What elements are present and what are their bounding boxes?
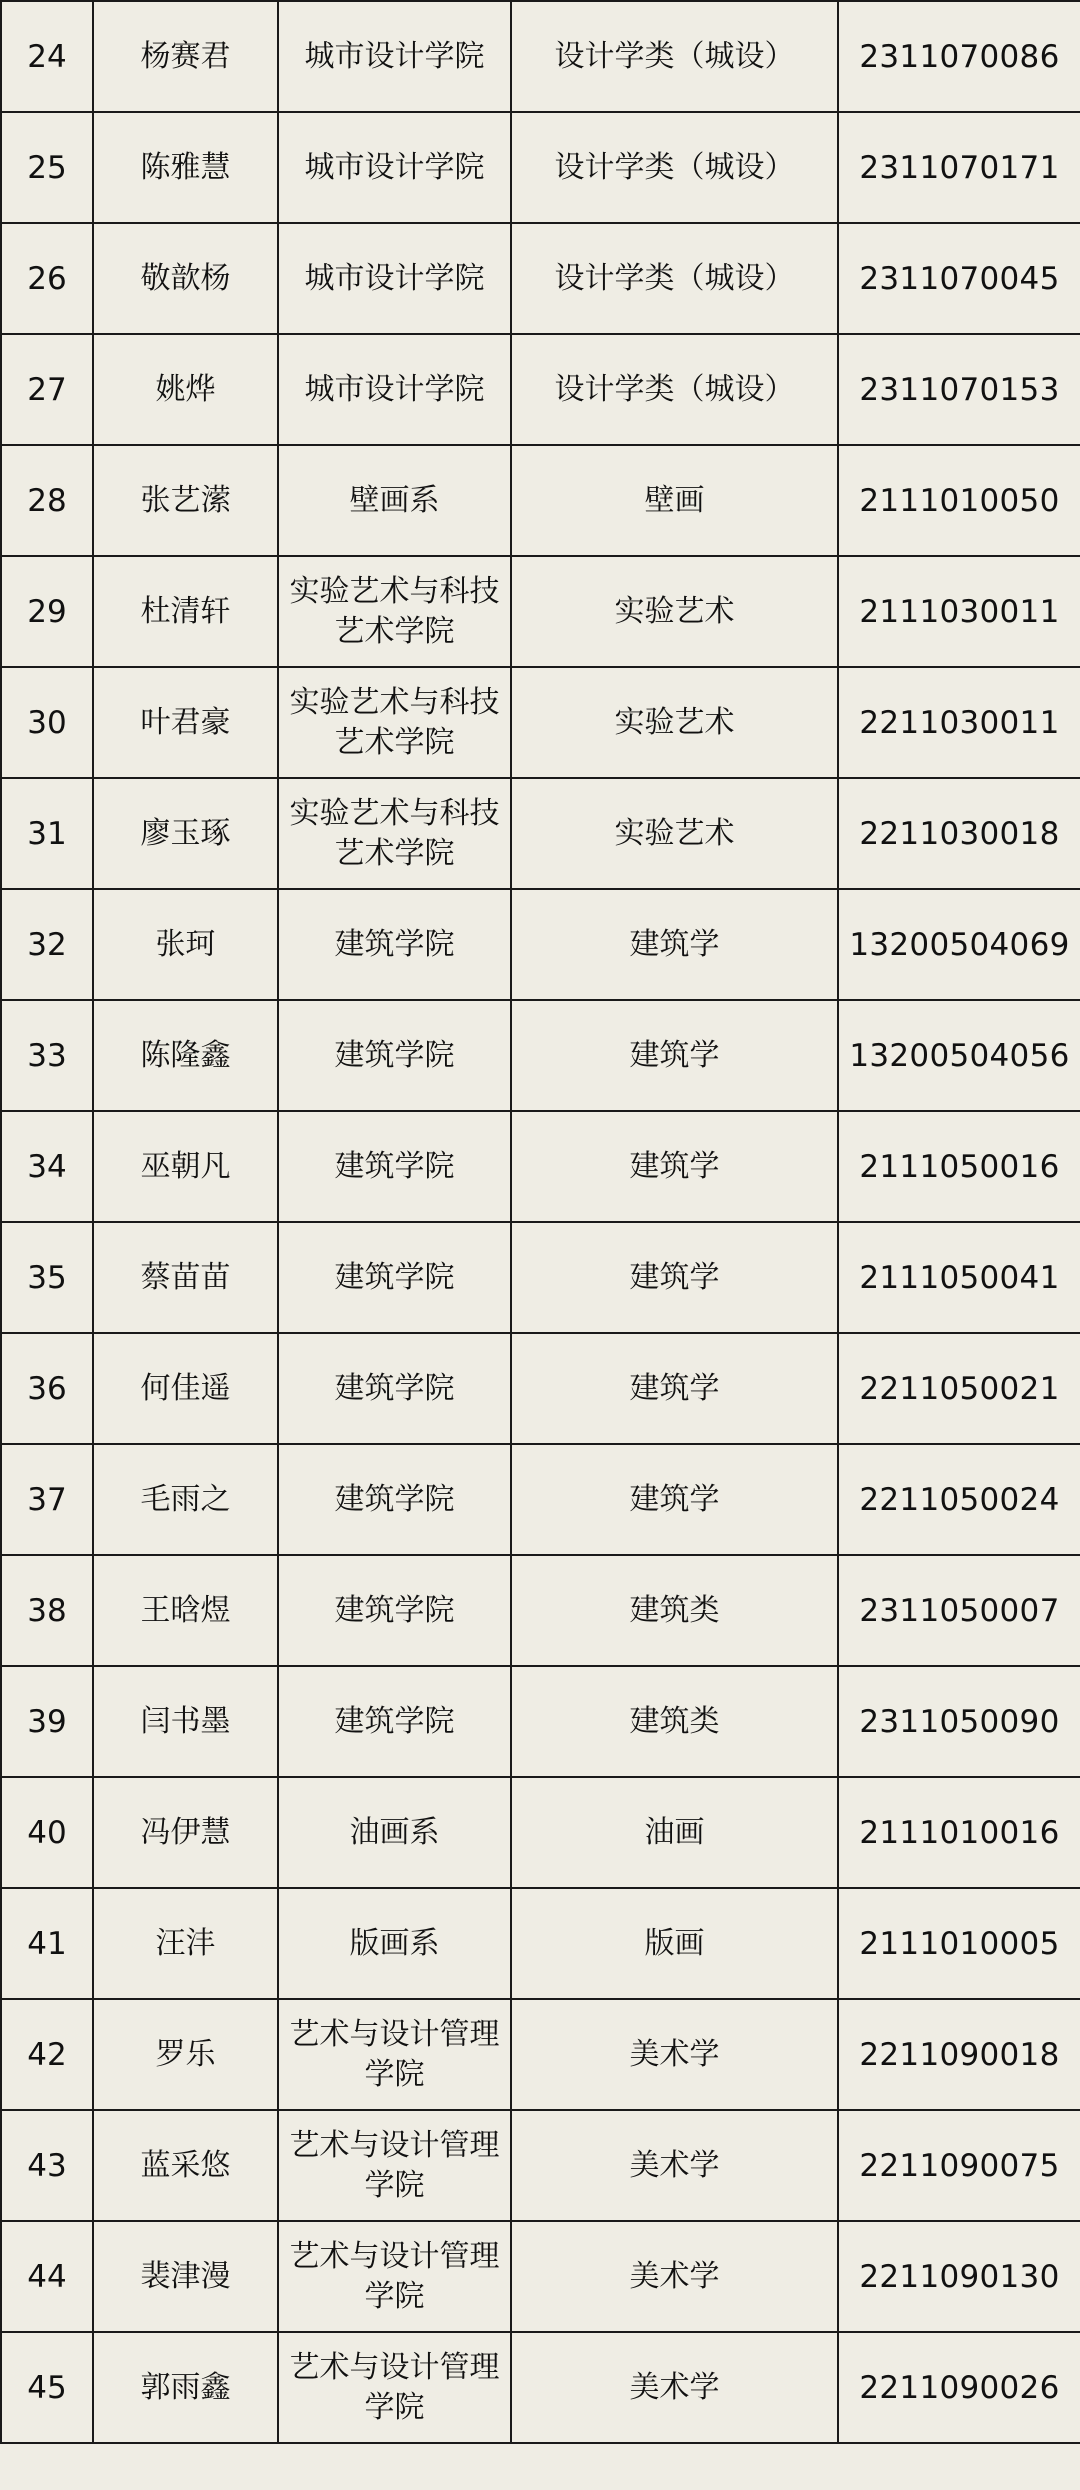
row-number-cell-text: 34 [27,1148,67,1185]
table-row [1,889,1080,1000]
row-number-cell [1,778,93,889]
college-cell-text: 建筑学院 [334,1259,455,1295]
row-number-cell-text: 36 [27,1370,67,1407]
student-name-cell [93,1666,278,1777]
major-cell [511,1333,838,1444]
student-name-cell-text: 蓝采悠 [140,2147,231,2183]
row-number-cell [1,223,93,334]
college-cell-text: 艺术与设计管理学院 [289,2016,500,2092]
student-id-cell [838,223,1080,334]
student-id-cell [838,2110,1080,2221]
major-cell [511,445,838,556]
major-cell-text: 设计学类（城设） [554,371,795,407]
major-cell-text: 建筑类 [629,1703,720,1739]
major-cell [511,1111,838,1222]
row-number-cell [1,1222,93,1333]
row-number-cell [1,1555,93,1666]
major-cell [511,1222,838,1333]
table-row [1,1222,1080,1333]
major-cell-text: 设计学类（城设） [554,149,795,185]
table-row [1,1,1080,112]
row-number-cell-text: 28 [27,482,67,519]
college-cell-text: 实验艺术与科技艺术学院 [289,684,500,760]
college-cell-text: 建筑学院 [334,1370,455,1406]
college-cell-text: 实验艺术与科技艺术学院 [289,795,500,871]
college-cell [278,223,511,334]
student-id-cell-text: 2211090018 [859,2036,1060,2073]
college-cell-text: 壁画系 [349,482,440,518]
row-number-cell [1,556,93,667]
major-cell-text: 设计学类（城设） [554,260,795,296]
college-cell-text: 建筑学院 [334,1703,455,1739]
major-cell [511,223,838,334]
major-cell-text: 美术学 [629,2147,720,2183]
row-number-cell-text: 27 [27,371,67,408]
student-name-cell-text: 敬歆杨 [140,260,231,296]
student-name-cell-text: 陈隆鑫 [140,1037,231,1073]
table-row [1,2110,1080,2221]
major-cell-text: 壁画 [644,482,705,518]
row-number-cell-text: 30 [27,704,67,741]
student-name-cell [93,2221,278,2332]
major-cell [511,2221,838,2332]
student-id-cell [838,2332,1080,2443]
student-id-cell [838,1000,1080,1111]
row-number-cell-text: 39 [27,1703,67,1740]
student-id-cell [838,334,1080,445]
student-name-cell-text: 张珂 [155,926,216,962]
major-cell-text: 建筑学 [629,1481,720,1517]
table-row [1,2221,1080,2332]
student-name-cell-text: 巫朝凡 [140,1148,231,1184]
student-id-cell [838,1333,1080,1444]
table-row [1,1555,1080,1666]
student-name-cell-text: 杜清轩 [140,593,231,629]
college-cell-text: 城市设计学院 [304,371,485,407]
student-name-cell [93,1333,278,1444]
major-cell [511,2332,838,2443]
college-cell [278,1333,511,1444]
student-id-cell [838,778,1080,889]
table-row [1,1444,1080,1555]
student-id-cell-text: 2311070153 [859,371,1060,408]
college-cell-text: 建筑学院 [334,1592,455,1628]
student-id-cell-text: 2111010050 [859,482,1060,519]
student-name-cell-text: 廖玉琢 [140,815,231,851]
student-id-cell-text: 2111030011 [859,593,1060,630]
row-number-cell [1,112,93,223]
table-row [1,2332,1080,2443]
row-number-cell-text: 26 [27,260,67,297]
row-number-cell [1,1888,93,1999]
table-body [1,1,1080,2443]
college-cell [278,334,511,445]
row-number-cell [1,667,93,778]
college-cell-text: 建筑学院 [334,1481,455,1517]
student-id-cell [838,667,1080,778]
student-id-cell-text: 2111050041 [859,1259,1060,1296]
major-cell [511,556,838,667]
major-cell-text: 实验艺术 [614,593,735,629]
student-id-cell [838,112,1080,223]
student-id-cell-text: 13200504069 [849,926,1070,963]
row-number-cell [1,1,93,112]
row-number-cell-text: 35 [27,1259,67,1296]
table-row [1,1888,1080,1999]
college-cell [278,1222,511,1333]
student-name-cell-text: 闫书墨 [140,1703,231,1739]
major-cell [511,112,838,223]
student-id-cell [838,1666,1080,1777]
student-id-cell-text: 2211030018 [859,815,1060,852]
major-cell [511,667,838,778]
row-number-cell-text: 32 [27,926,67,963]
student-name-cell [93,1444,278,1555]
student-name-cell [93,334,278,445]
student-name-cell-text: 叶君豪 [140,704,231,740]
row-number-cell-text: 40 [27,1814,67,1851]
major-cell-text: 美术学 [629,2036,720,2072]
major-cell-text: 建筑学 [629,1370,720,1406]
student-id-cell-text: 2211090130 [859,2258,1060,2295]
major-cell-text: 设计学类（城设） [554,38,795,74]
student-name-cell-text: 蔡苗苗 [140,1259,231,1295]
student-name-cell [93,2332,278,2443]
table-row [1,667,1080,778]
table-row [1,778,1080,889]
student-id-cell-text: 2211090026 [859,2369,1060,2406]
major-cell [511,1666,838,1777]
table-row [1,556,1080,667]
row-number-cell-text: 33 [27,1037,67,1074]
major-cell-text: 建筑学 [629,926,720,962]
student-name-cell-text: 王晗煜 [140,1592,231,1628]
student-id-cell-text: 2311050090 [859,1703,1060,1740]
student-id-cell [838,1888,1080,1999]
student-name-cell [93,667,278,778]
row-number-cell [1,1444,93,1555]
row-number-cell [1,334,93,445]
student-id-cell [838,1555,1080,1666]
row-number-cell-text: 25 [27,149,67,186]
college-cell [278,889,511,1000]
student-id-cell-text: 2311050007 [859,1592,1060,1629]
college-cell [278,2221,511,2332]
major-cell [511,2110,838,2221]
table-row [1,223,1080,334]
major-cell [511,778,838,889]
college-cell [278,667,511,778]
table-row [1,1666,1080,1777]
table-row [1,112,1080,223]
college-cell-text: 艺术与设计管理学院 [289,2127,500,2203]
student-name-cell-text: 罗乐 [155,2036,216,2072]
table-row [1,334,1080,445]
table-row [1,1000,1080,1111]
college-cell [278,1444,511,1555]
student-name-cell [93,1111,278,1222]
student-id-cell [838,1111,1080,1222]
row-number-cell-text: 45 [27,2369,67,2406]
college-cell [278,1,511,112]
student-name-cell-text: 张艺潆 [140,482,231,518]
major-cell-text: 美术学 [629,2258,720,2294]
college-cell [278,556,511,667]
major-cell-text: 建筑学 [629,1037,720,1073]
student-id-cell-text: 2211090075 [859,2147,1060,2184]
major-cell [511,889,838,1000]
major-cell-text: 建筑类 [629,1592,720,1628]
college-cell [278,1999,511,2110]
college-cell [278,2110,511,2221]
student-id-cell [838,2221,1080,2332]
student-id-cell [838,1999,1080,2110]
student-name-cell [93,778,278,889]
student-name-cell [93,1777,278,1888]
college-cell-text: 版画系 [349,1925,440,1961]
student-id-cell [838,1222,1080,1333]
row-number-cell [1,1333,93,1444]
student-id-cell-text: 2311070045 [859,260,1060,297]
major-cell-text: 美术学 [629,2369,720,2405]
college-cell [278,1111,511,1222]
row-number-cell [1,2332,93,2443]
college-cell-text: 油画系 [349,1814,440,1850]
student-name-cell [93,223,278,334]
student-name-cell [93,889,278,1000]
student-id-cell [838,1,1080,112]
major-cell-text: 油画 [644,1814,705,1850]
student-id-cell-text: 2111010016 [859,1814,1060,1851]
student-name-cell-text: 陈雅慧 [140,149,231,185]
college-cell [278,445,511,556]
college-cell-text: 城市设计学院 [304,149,485,185]
student-id-cell-text: 2211050024 [859,1481,1060,1518]
table-row [1,1999,1080,2110]
student-id-cell [838,889,1080,1000]
student-id-cell [838,556,1080,667]
college-cell-text: 艺术与设计管理学院 [289,2349,500,2425]
student-id-cell-text: 2211030011 [859,704,1060,741]
row-number-cell [1,1999,93,2110]
student-id-cell-text: 2111010005 [859,1925,1060,1962]
student-name-cell-text: 毛雨之 [140,1481,231,1517]
major-cell-text: 实验艺术 [614,815,735,851]
major-cell-text: 建筑学 [629,1148,720,1184]
row-number-cell-text: 41 [27,1925,67,1962]
student-name-cell [93,1999,278,2110]
row-number-cell-text: 37 [27,1481,67,1518]
college-cell [278,1777,511,1888]
major-cell-text: 建筑学 [629,1259,720,1295]
student-name-cell [93,1555,278,1666]
row-number-cell-text: 38 [27,1592,67,1629]
college-cell-text: 艺术与设计管理学院 [289,2238,500,2314]
student-id-cell-text: 2111050016 [859,1148,1060,1185]
row-number-cell [1,2110,93,2221]
row-number-cell-text: 29 [27,593,67,630]
college-cell-text: 城市设计学院 [304,260,485,296]
college-cell [278,112,511,223]
table-row [1,445,1080,556]
college-cell-text: 建筑学院 [334,926,455,962]
college-cell [278,778,511,889]
student-name-cell-text: 冯伊慧 [140,1814,231,1850]
row-number-cell [1,889,93,1000]
row-number-cell [1,1000,93,1111]
college-cell [278,1555,511,1666]
row-number-cell [1,1666,93,1777]
table-row [1,1333,1080,1444]
row-number-cell [1,1777,93,1888]
student-name-cell-text: 姚烨 [155,371,216,407]
table-row [1,1111,1080,1222]
college-cell [278,1888,511,1999]
student-name-cell [93,1888,278,1999]
student-id-cell [838,1444,1080,1555]
row-number-cell [1,2221,93,2332]
major-cell [511,1888,838,1999]
college-cell-text: 城市设计学院 [304,38,485,74]
student-name-cell [93,1,278,112]
major-cell [511,1999,838,2110]
table-row [1,1777,1080,1888]
major-cell [511,1555,838,1666]
college-cell-text: 建筑学院 [334,1148,455,1184]
student-name-cell [93,1222,278,1333]
college-cell-text: 建筑学院 [334,1037,455,1073]
college-cell-text: 实验艺术与科技艺术学院 [289,573,500,649]
college-cell [278,1000,511,1111]
student-id-cell-text: 2311070171 [859,149,1060,186]
student-name-cell-text: 裴津漫 [140,2258,231,2294]
student-name-cell-text: 郭雨鑫 [140,2369,231,2405]
major-cell [511,1777,838,1888]
student-id-cell [838,445,1080,556]
student-id-cell [838,1777,1080,1888]
major-cell [511,1,838,112]
student-id-cell-text: 2311070086 [859,38,1060,75]
row-number-cell-text: 42 [27,2036,67,2073]
row-number-cell [1,445,93,556]
student-name-cell [93,556,278,667]
major-cell [511,1444,838,1555]
major-cell-text: 版画 [644,1925,705,1961]
student-name-cell [93,1000,278,1111]
major-cell [511,1000,838,1111]
student-id-cell-text: 13200504056 [849,1037,1070,1074]
student-name-cell-text: 汪沣 [155,1925,216,1961]
row-number-cell [1,1111,93,1222]
student-name-cell-text: 杨赛君 [140,38,231,74]
student-name-cell [93,445,278,556]
student-name-cell [93,2110,278,2221]
student-name-cell-text: 何佳遥 [140,1370,231,1406]
major-cell-text: 实验艺术 [614,704,735,740]
student-id-cell-text: 2211050021 [859,1370,1060,1407]
row-number-cell-text: 24 [27,38,67,75]
college-cell [278,2332,511,2443]
student-name-cell [93,112,278,223]
row-number-cell-text: 31 [27,815,67,852]
row-number-cell-text: 43 [27,2147,67,2184]
row-number-cell-text: 44 [27,2258,67,2295]
major-cell [511,334,838,445]
college-cell [278,1666,511,1777]
